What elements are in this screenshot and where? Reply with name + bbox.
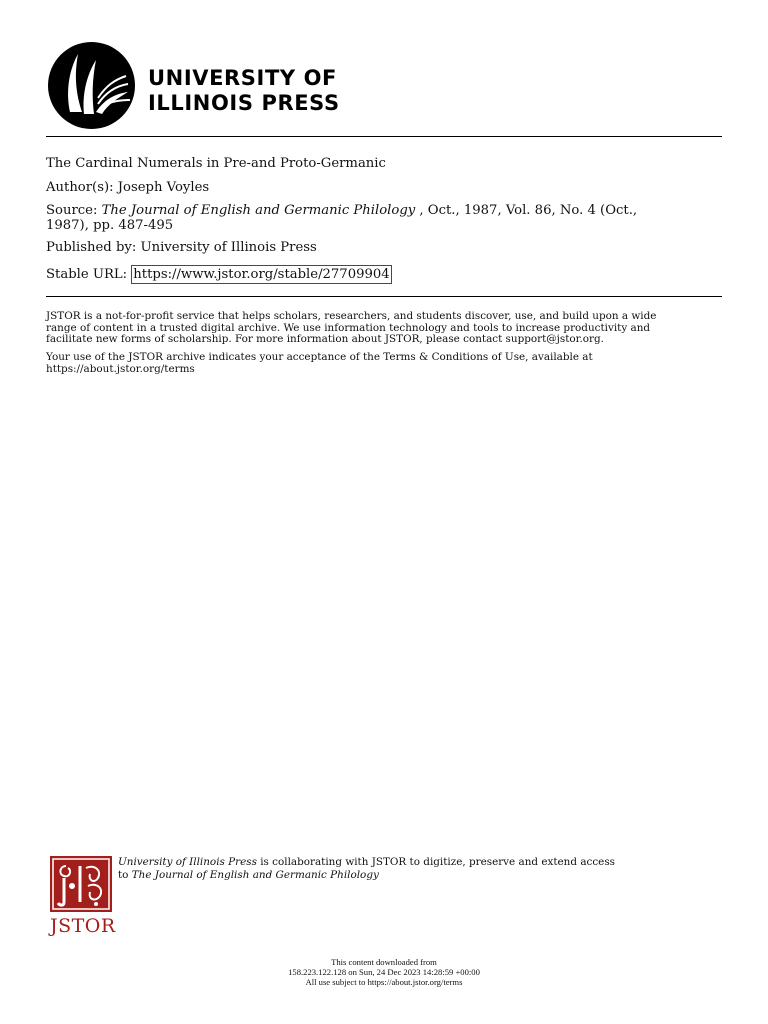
collab-line2 [118, 869, 728, 882]
jstor-logo [50, 856, 115, 938]
publisher-name [148, 66, 340, 116]
footer-line2: 158.223.122.128 on Sun, 24 Dec 2023 14:28:59 +00:00 [288, 967, 480, 977]
collaboration-statement [118, 856, 728, 881]
publisher-logo [48, 42, 348, 130]
source-pages: 1987), pp. 487-495 [46, 218, 174, 233]
notice-line2: range of content in a trusted digital archive. We use information technology and tools to increase productivity and [46, 321, 651, 334]
author-name: Joseph Voyles [117, 180, 210, 195]
jstor-wordmark: JSTOR [50, 915, 116, 937]
terms-link[interactable]: https://about.jstor.org/terms [46, 362, 195, 375]
published-label: Published by: [46, 240, 141, 255]
article-author [46, 180, 209, 195]
article-publisher [46, 240, 317, 255]
divider-top [46, 136, 722, 137]
article-title: The Cardinal Numerals in Pre-and Proto-Germanic [46, 156, 386, 171]
publisher-name-text: University of Illinois Press [140, 240, 317, 255]
jstor-emblem-icon [50, 856, 112, 912]
article-source [46, 203, 637, 233]
author-label: Author(s): [46, 180, 118, 195]
stable-url-label: Stable URL: [46, 267, 132, 282]
stable-url-link[interactable]: https://www.jstor.org/stable/27709904 [133, 267, 390, 282]
collab-to: to [118, 868, 132, 881]
article-stable-url [46, 267, 392, 282]
terms-notice [46, 352, 722, 375]
journal-title: The Journal of English and Germanic Philology [101, 203, 416, 218]
source-details: , Oct., 1987, Vol. 86, No. 4 (Oct., [415, 203, 638, 218]
notice-line1: JSTOR is a not-for-profit service that helps scholars, researchers, and students discover, use, and build upon a wide [46, 310, 657, 322]
download-footer [0, 957, 768, 987]
divider-bottom [46, 296, 722, 297]
jstor-notice [46, 311, 722, 346]
footer-line1: This content downloaded from [331, 957, 437, 967]
publisher-line1: UNIVERSITY OF [148, 66, 337, 90]
footer-line3: All use subject to https://about.jstor.org/terms [305, 977, 463, 987]
collab-journal: The Journal of English and Germanic Philology [131, 868, 379, 881]
wheat-emblem-icon [48, 42, 135, 129]
collab-text: is collaborating with JSTOR to digitize, preserve and extend access [256, 856, 615, 868]
source-label: Source: [46, 203, 102, 218]
collab-line1 [118, 856, 728, 869]
notice-line3: facilitate new forms of scholarship. For more information about JSTOR, please contact support@jstor.org. [46, 333, 604, 345]
terms-line1: Your use of the JSTOR archive indicates your acceptance of the Terms & Conditions of Use, available at [46, 351, 593, 363]
publisher-line2: ILLINOIS PRESS [148, 91, 340, 115]
collab-press: University of Illinois Press [118, 856, 257, 868]
